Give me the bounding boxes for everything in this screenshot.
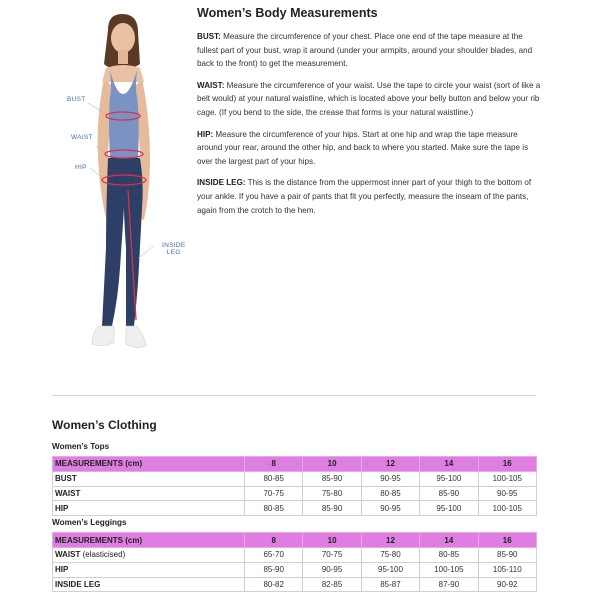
bust-label: BUST — [67, 96, 86, 103]
header-cell: MEASUREMENTS (cm) — [53, 457, 245, 472]
table-cell: 90-95 — [478, 486, 536, 501]
tank-top — [109, 70, 139, 158]
inside-leg-paragraph — [197, 176, 542, 217]
table-cell: 87-90 — [420, 577, 478, 592]
row-label — [53, 547, 245, 562]
header-cell: 10 — [303, 533, 361, 548]
row-label: WAIST — [53, 486, 245, 501]
row-label-text: WAIST — [55, 550, 81, 560]
table-cell: 100-105 — [478, 501, 536, 516]
header-cell: 16 — [478, 533, 536, 548]
row-label: HIP — [53, 501, 245, 516]
header-cell: 12 — [361, 457, 419, 472]
table-cell: 100-105 — [420, 562, 478, 577]
header-cell: MEASUREMENTS (cm) — [53, 533, 245, 548]
header-cell: 12 — [361, 533, 419, 548]
table-cell: 90-92 — [478, 577, 536, 592]
header-cell: 16 — [478, 457, 536, 472]
table-cell: 70-75 — [245, 486, 303, 501]
header-cell: 14 — [420, 533, 478, 548]
table-cell: 75-80 — [361, 547, 419, 562]
inside-leg-label — [162, 242, 185, 256]
measurements-section — [197, 6, 542, 225]
neck-shape — [118, 50, 128, 64]
section-divider — [52, 395, 536, 396]
table-cell: 80-82 — [245, 577, 303, 592]
table-cell: 80-85 — [245, 471, 303, 486]
tops-size-table — [52, 456, 537, 516]
inside-leg-leader — [138, 246, 154, 258]
waist-text: Measure the circumference of your waist. Use the tape to circle your waist (sort of like a belt would) at your natural waistline, which is located above your belly button and below your rib cage. (If you bend to the side, the crease that forms is your natural waistline.) — [197, 80, 541, 117]
table-cell: 105-110 — [478, 562, 536, 577]
hip-term: HIP: — [197, 129, 214, 139]
table-cell: 90-95 — [361, 501, 419, 516]
hip-label: HIP — [75, 164, 87, 171]
right-sneaker — [126, 326, 146, 348]
table-cell: 75-80 — [303, 486, 361, 501]
table-row — [53, 547, 537, 562]
inside-leg-text: This is the distance from the uppermost inner part of your thigh to the bottom of your ankle. If you have a pair of pants that fit you perfectly, measure the inseam of the pants, again from the crotch to the hem. — [197, 178, 532, 215]
table-cell: 100-105 — [478, 471, 536, 486]
face-shape — [111, 23, 135, 53]
bust-paragraph — [197, 30, 542, 71]
table-row — [53, 471, 537, 486]
table-cell: 85-90 — [303, 501, 361, 516]
clothing-section — [52, 418, 536, 594]
table-row — [53, 486, 537, 501]
left-sneaker — [92, 326, 114, 346]
waist-label: WAIST — [71, 134, 93, 141]
table-header-row — [53, 457, 537, 472]
inside-leg-label-line2: LEG — [166, 249, 181, 256]
header-cell: 14 — [420, 457, 478, 472]
waist-term: WAIST: — [197, 80, 225, 90]
leggings-table-title: Women’s Leggings — [52, 518, 127, 528]
table-cell: 85-87 — [361, 577, 419, 592]
table-cell: 80-85 — [245, 501, 303, 516]
row-label: HIP — [53, 562, 245, 577]
table-cell: 85-90 — [420, 486, 478, 501]
row-label: INSIDE LEG — [53, 577, 245, 592]
hip-paragraph — [197, 128, 542, 169]
header-cell: 10 — [303, 457, 361, 472]
table-cell: 80-85 — [420, 547, 478, 562]
header-cell: 8 — [245, 457, 303, 472]
table-cell: 80-85 — [361, 486, 419, 501]
measurements-title: Women’s Body Measurements — [197, 6, 378, 20]
table-cell: 95-100 — [361, 562, 419, 577]
table-cell: 85-90 — [478, 547, 536, 562]
row-label-note: (elasticised) — [80, 550, 126, 560]
waist-paragraph — [197, 79, 542, 120]
bust-term: BUST: — [197, 32, 221, 41]
model-illustration — [40, 8, 200, 368]
inside-leg-term: INSIDE LEG: — [197, 178, 246, 188]
table-row — [53, 577, 537, 592]
table-cell: 82-85 — [303, 577, 361, 592]
table-row — [53, 562, 537, 577]
table-cell: 90-95 — [303, 562, 361, 577]
table-cell: 95-100 — [420, 471, 478, 486]
tops-table-title: Women’s Tops — [52, 442, 110, 451]
shoulders-shape — [102, 65, 144, 82]
header-cell: 8 — [245, 533, 303, 548]
table-cell: 85-90 — [245, 562, 303, 577]
table-cell: 85-90 — [303, 471, 361, 486]
model-figure — [40, 8, 200, 368]
table-header-row — [53, 533, 537, 548]
leggings-size-table — [52, 532, 537, 592]
table-cell: 65-70 — [245, 547, 303, 562]
table-row — [53, 501, 537, 516]
table-cell: 95-100 — [420, 501, 478, 516]
row-label: BUST — [53, 471, 245, 486]
table-cell: 90-95 — [361, 471, 419, 486]
inside-leg-label-line1: INSIDE — [162, 242, 186, 249]
hip-text: Measure the circumference of your hips. Start at one hip and wrap the tape measure around your rear, around the other hip, and back to where you started. Make sure the tape is over the largest part of your hips. — [197, 129, 529, 166]
table-cell: 70-75 — [303, 547, 361, 562]
clothing-title: Women’s Clothing — [52, 418, 157, 432]
bust-text: Measure the circumference of your chest. Place one end of the tape measure at the fullest part of your bust, wrap it around (under your armpits, around your shoulder blades, and back to the front) to get the measurement. — [197, 32, 533, 69]
